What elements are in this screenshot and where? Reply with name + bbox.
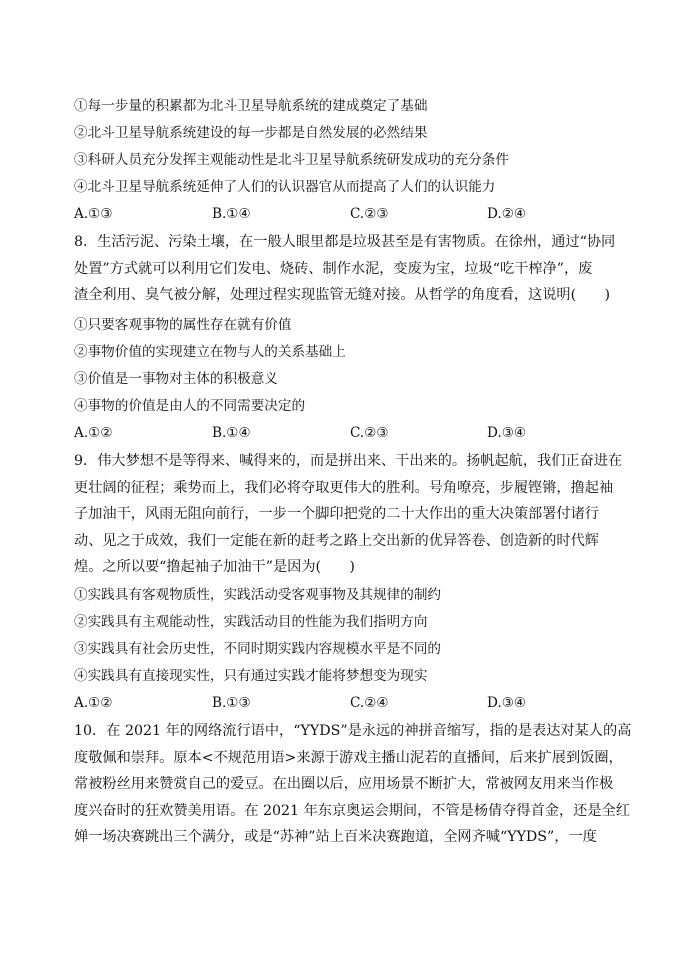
q8-option-d: D.③④ [487,425,527,441]
q10-stem-line-4: 度兴奋时的狂欢赞美用语。在 2021 年东京奥运会期间，不管是杨倩夺得首金，还是全红 [74,802,630,819]
q8-statement-2: ②事物价值的实现建立在物与人的关系基础上 [74,344,346,360]
q7-statement-3: ③科研人员充分发挥主观能动性是北斗卫星导航系统研发成功的充分条件 [74,152,509,168]
q7-option-a: A.①③ [74,206,113,222]
q9-option-d: D.③④ [487,695,527,711]
q9-stem-line-4: 动、见之于成效，我们一定能在新的赶考之路上交出新的优异答卷、创造新的时代辉 [74,532,599,549]
q8-statement-3: ③价值是一事物对主体的积极意义 [74,371,278,387]
q8-stem-line-3: 渣全利用、臭气被分解，处理过程实现监管无缝对接。从哲学的角度看，这说明( ) [74,287,611,304]
q10-stem-line-2: 度敬佩和崇拜。原本<不规范用语>来源于游戏主播山泥若的直播间，后来扩展到饭圈， [74,749,623,766]
q8-options [74,424,634,442]
q8-option-a: A.①② [74,425,113,441]
q9-stem-line-1: 9．伟大梦想不是等得来、喊得来的，而是拼出来、干出来的。扬帆起航，我们正奋进在 [74,453,623,469]
q10-stem-line-3: 常被粉丝用来赞赏自己的爱豆。在出圈以后，应用场景不断扩大，常被网友用来当作极 [74,776,614,793]
q10-stem [74,718,632,851]
q7-options [74,205,634,223]
q8-statement-4: ④事物的价值是由人的不同需要决定的 [74,398,306,414]
q9-option-a: A.①② [74,695,113,711]
q7-statement-4: ④北斗卫星导航系统延伸了人们的认识器官从而提高了人们的认识能力 [74,179,496,195]
q10-stem-line-5: 婵一场决赛跳出三个满分，或是“苏神”站上百米决赛跑道，全网齐喊“YYDS”，一度 [74,829,597,846]
q9-options [74,694,634,712]
q8-stem-line-1: 8．生活污泥、污染土壤，在一般人眼里都是垃圾甚至是有害物质。在徐州，通过“协同 [74,234,616,250]
q9-option-c: C.②④ [350,695,389,711]
q8-statement-1: ①只要客观事物的属性存在就有价值 [74,317,292,333]
q9-option-b: B.①③ [212,695,251,711]
q9-statement-3: ③实践具有社会历史性，不同时期实践内容规模水平是不同的 [74,641,442,657]
q9-stem-line-5: 煌。之所以要“撸起袖子加油干”是因为( ) [74,559,355,576]
q7-option-b: B.①④ [212,206,251,222]
q9-statement-4: ④实践具有直接现实性，只有通过实践才能将梦想变为现实 [74,668,428,684]
q8-stem [74,229,614,309]
q9-statement-1: ①实践具有客观物质性，实践活动受客观事物及其规律的制约 [74,587,442,603]
q8-option-b: B.①④ [212,425,251,441]
q9-stem-line-2: 更壮阔的征程；乘势而上，我们必将夺取更伟大的胜利。号角嘹亮，步履铿锵，撸起袖 [74,479,614,496]
q9-stem-line-3: 子加油干，风雨无阻向前行，一步一个脚印把党的二十大作出的重大决策部署付诸行 [74,506,599,523]
q9-stem [74,448,623,581]
q8-option-c: C.②③ [350,425,389,441]
q7-option-c: C.②③ [350,206,389,222]
q8-stem-line-2: 处置”方式就可以利用它们发电、烧砖、制作水泥，变废为宝，垃圾“吃干榨净”，废 [74,260,593,277]
q10-stem-line-1: 10．在 2021 年的网络流行语中，“YYDS”是永远的神拼音缩写，指的是表达对某人的高 [74,723,632,739]
q7-option-d: D.②④ [487,206,527,222]
q7-statement-2: ②北斗卫星导航系统建设的每一步都是自然发展的必然结果 [74,125,428,141]
q9-statement-2: ②实践具有主观能动性，实践活动目的性能为我们指明方向 [74,614,428,630]
q7-statement-1: ①每一步量的积累都为北斗卫星导航系统的建成奠定了基础 [74,98,428,114]
